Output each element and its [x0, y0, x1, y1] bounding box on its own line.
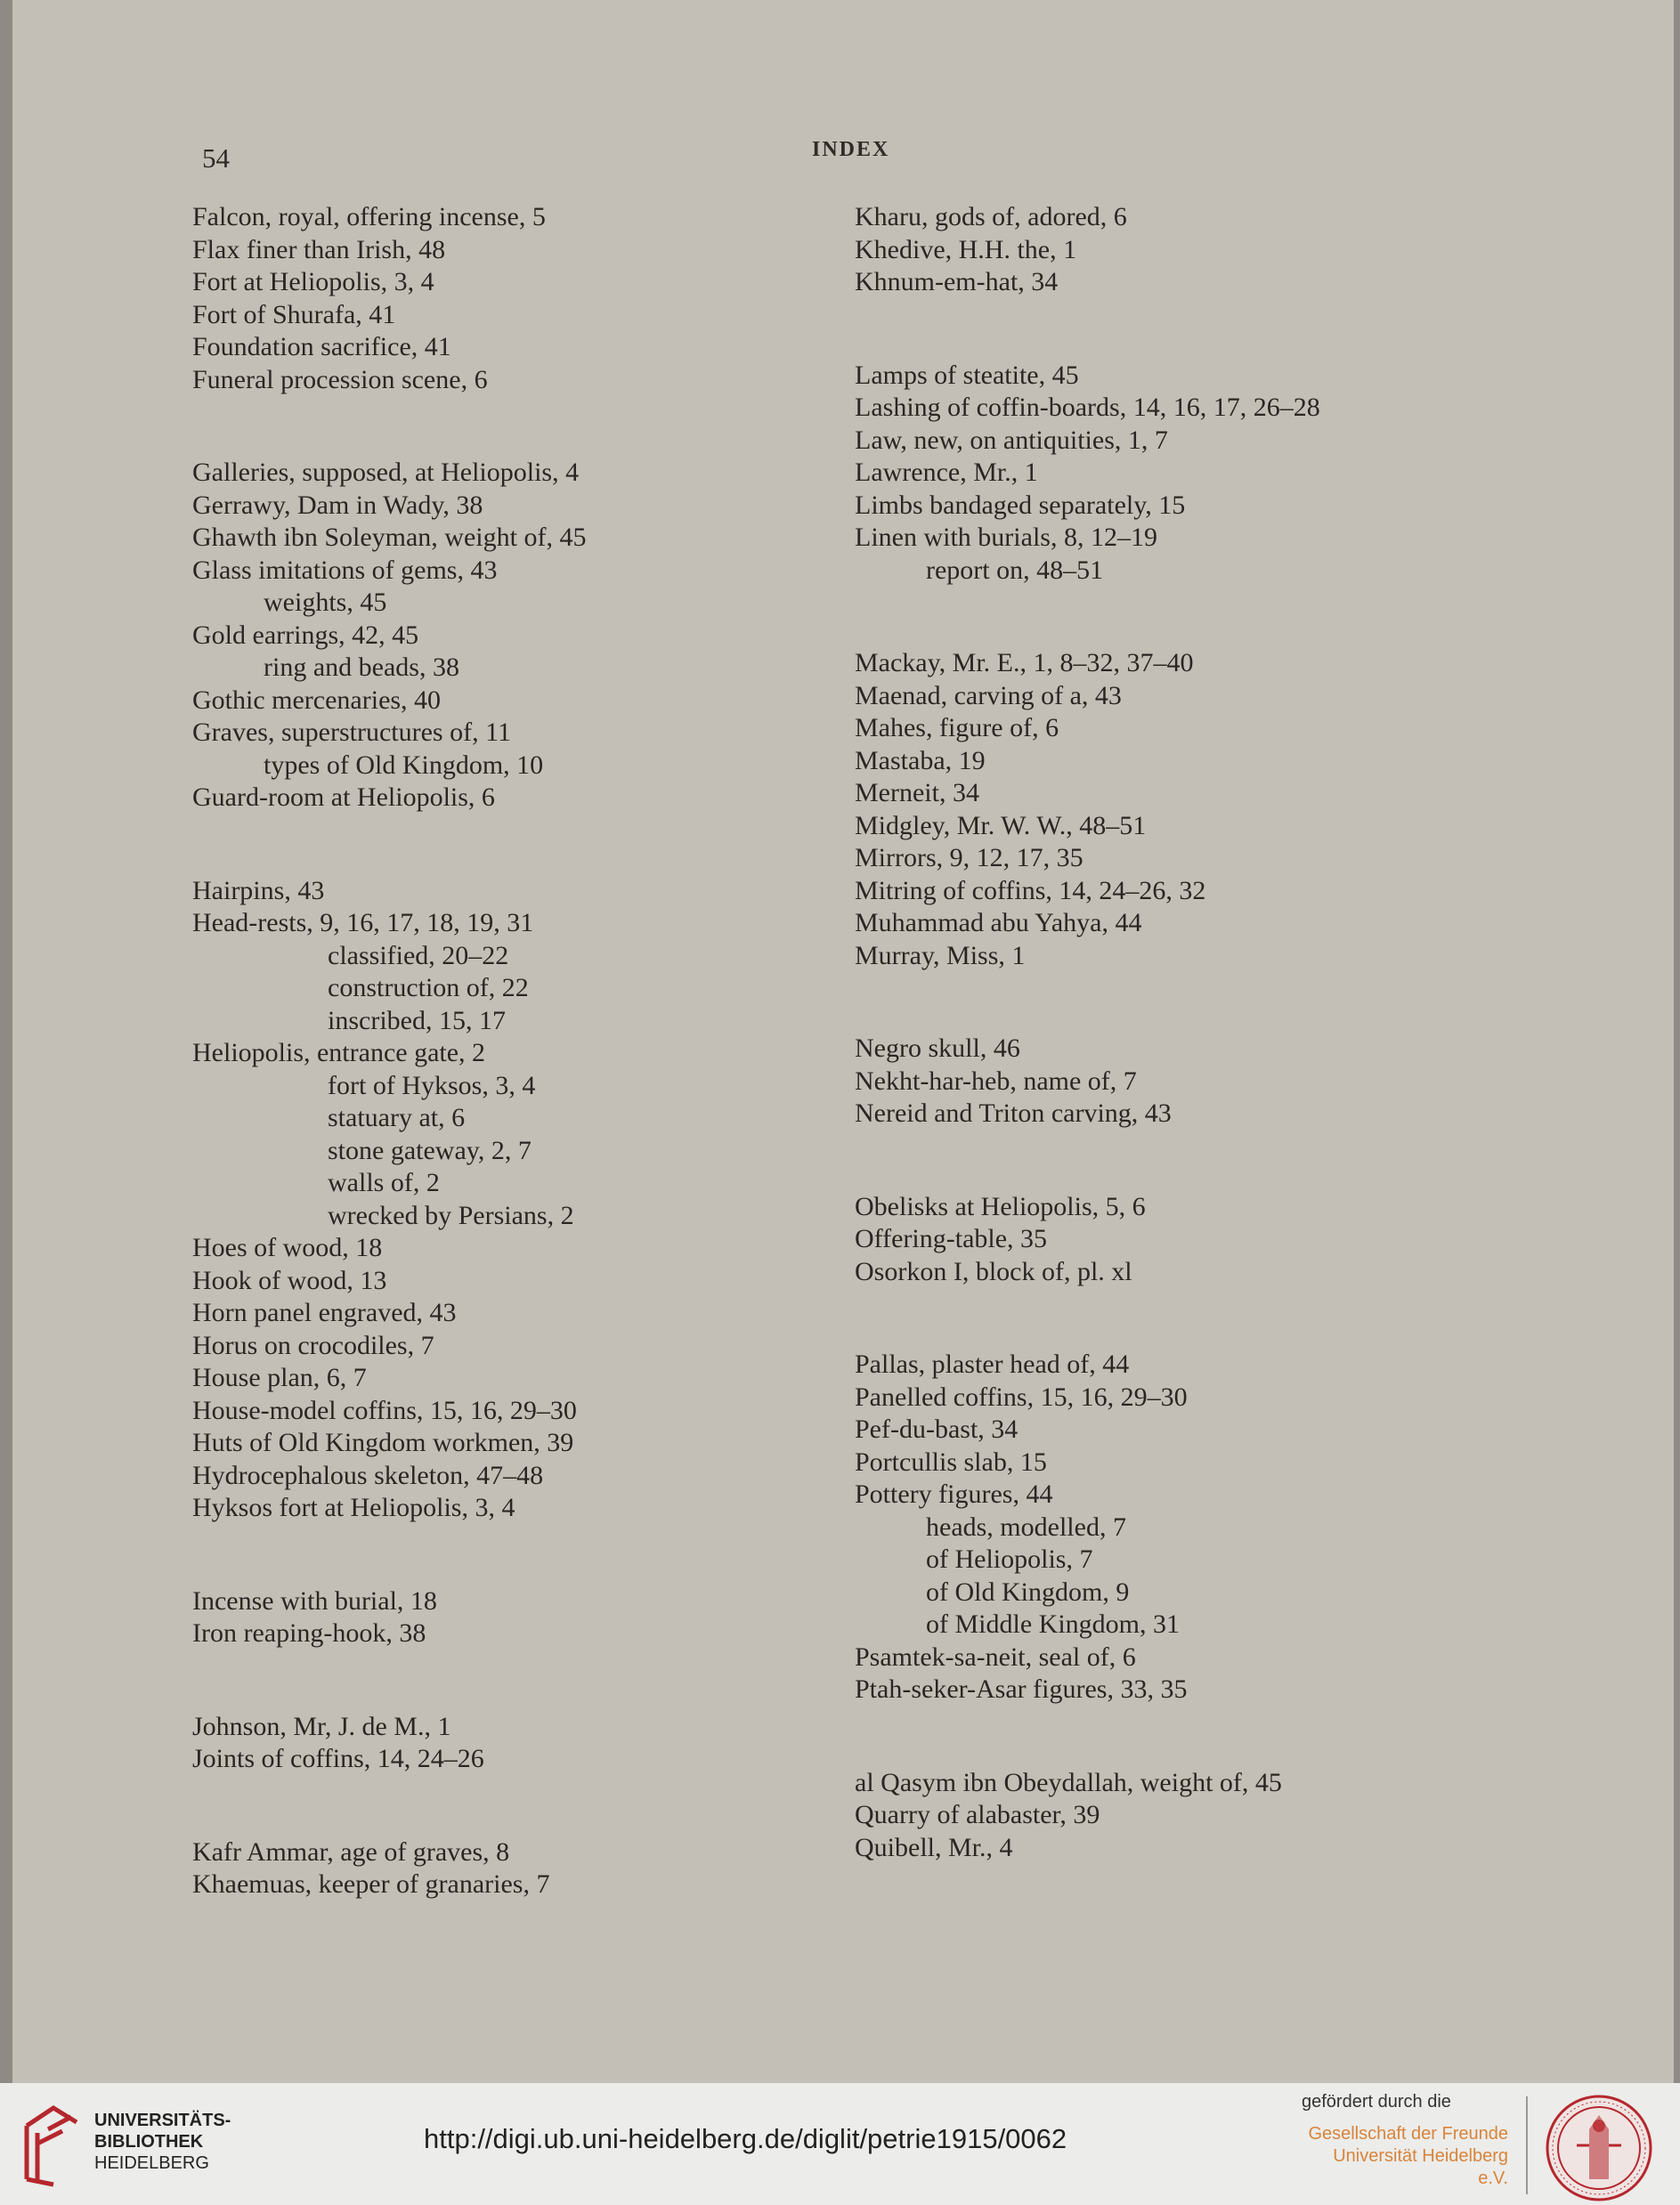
index-entry: Fort at Heliopolis, 3, 4 — [192, 267, 434, 296]
index-entry: Hairpins, 43 — [192, 875, 325, 905]
index-subentry: of Heliopolis, 7 — [926, 1544, 1093, 1574]
society-name-line2: Universität Heidelberg e.V. — [1333, 2146, 1508, 2188]
index-entry: Gerrawy, Dam in Wady, 38 — [192, 490, 483, 520]
index-entry: Panelled coffins, 15, 16, 29–30 — [855, 1382, 1188, 1412]
index-subentry: ring and beads, 38 — [264, 653, 459, 682]
index-entry: Galleries, supposed, at Heliopolis, 4 — [192, 458, 580, 487]
index-entry: Hyksos fort at Heliopolis, 3, 4 — [192, 1493, 515, 1522]
library-name-line2: BIBLIOTHEK — [94, 2132, 204, 2152]
index-entry: Falcon, royal, offering incense, 5 — [192, 202, 546, 231]
section-gap — [855, 1288, 1656, 1349]
index-entry: Psamtek-sa-neit, seal of, 6 — [855, 1642, 1136, 1672]
section-gap — [192, 1776, 816, 1836]
index-entry: Lashing of coffin-boards, 14, 16, 17, 26–28 — [855, 393, 1320, 422]
index-subentry: stone gateway, 2, 7 — [328, 1135, 532, 1165]
index-entry: Nekht-har-heb, name of, 7 — [855, 1066, 1137, 1096]
index-entry: Osorkon I, block of, pl. xl — [855, 1256, 1132, 1286]
index-entry: Kafr Ammar, age of graves, 8 — [192, 1836, 510, 1867]
funded-by-label: gefördert durch die — [1302, 2092, 1451, 2112]
index-entry: Portcullis slab, 15 — [855, 1447, 1047, 1477]
index-entry: Ptah-seker-Asar figures, 33, 35 — [855, 1674, 1188, 1704]
index-entry: Lawrence, Mr., 1 — [855, 458, 1038, 487]
index-entry: Ghawth ibn Soleyman, weight of, 45 — [192, 523, 587, 552]
index-entry: Hydrocephalous skeleton, 47–48 — [192, 1460, 544, 1490]
section-gap — [192, 815, 816, 875]
index-entry: Law, new, on antiquities, 1, 7 — [855, 425, 1168, 455]
index-entry: Quarry of alabaster, 39 — [855, 1800, 1100, 1829]
index-subentry: of Middle Kingdom, 31 — [926, 1609, 1180, 1639]
index-entry: Linen with burials, 8, 12–19 — [855, 523, 1157, 552]
library-name — [94, 2110, 231, 2174]
section-gap — [192, 1650, 816, 1711]
section-gap — [855, 1706, 1656, 1767]
index-entry: Head-rests, 9, 16, 17, 18, 19, 31 — [192, 908, 534, 937]
index-column-left — [192, 201, 816, 1901]
index-entry: Gothic mercenaries, 40 — [192, 685, 442, 715]
index-entry: Graves, superstructures of, 11 — [192, 717, 511, 747]
index-entry: Obelisks at Heliopolis, 5, 6 — [855, 1191, 1146, 1221]
index-entry: Maenad, carving of a, 43 — [855, 680, 1122, 710]
index-entry: Guard-room at Heliopolis, 6 — [192, 782, 495, 812]
index-entry: Fort of Shurafa, 41 — [192, 299, 396, 329]
footer-divider — [1526, 2096, 1528, 2194]
index-entry: Joints of coffins, 14, 24–26 — [192, 1744, 484, 1773]
index-entry: Midgley, Mr. W. W., 48–51 — [855, 810, 1147, 840]
index-entry: Kharu, gods of, adored, 6 — [855, 202, 1127, 231]
page-number: 54 — [202, 142, 230, 174]
index-entry: Gold earrings, 42, 45 — [192, 620, 419, 650]
index-entry: Mirrors, 9, 12, 17, 35 — [855, 843, 1083, 872]
index-entry: Mitring of coffins, 14, 24–26, 32 — [855, 875, 1206, 905]
index-entry: Pef-du-bast, 34 — [855, 1415, 1019, 1444]
library-name-line1: UNIVERSITÄTS- — [94, 2111, 231, 2130]
section-gap — [855, 587, 1656, 647]
index-entry: Quibell, Mr., 4 — [855, 1832, 1013, 1862]
university-library-logo-icon — [18, 2099, 85, 2188]
index-entry: Mastaba, 19 — [855, 745, 986, 775]
section-gap — [855, 1131, 1656, 1191]
index-entry: Nereid and Triton carving, 43 — [855, 1098, 1172, 1128]
index-entry: Heliopolis, entrance gate, 2 — [192, 1038, 486, 1067]
index-entry: Murray, Miss, 1 — [855, 940, 1026, 970]
index-entry: Lamps of steatite, 45 — [855, 360, 1079, 390]
index-subentry: types of Old Kingdom, 10 — [264, 750, 544, 780]
index-subentry: fort of Hyksos, 3, 4 — [328, 1070, 536, 1100]
index-entry: Incense with burial, 18 — [192, 1585, 437, 1616]
index-entry: Huts of Old Kingdom workmen, 39 — [192, 1428, 574, 1457]
index-column-right — [855, 201, 1656, 1864]
index-entry: Khedive, H.H. the, 1 — [855, 234, 1077, 264]
society-name[interactable] — [1302, 2123, 1508, 2190]
section-gap — [192, 1525, 816, 1585]
index-entry: Glass imitations of gems, 43 — [192, 555, 498, 585]
index-entry: Horus on crocodiles, 7 — [192, 1330, 434, 1360]
index-subentry: report on, 48–51 — [926, 555, 1104, 585]
index-entry: Johnson, Mr, J. de M., 1 — [192, 1711, 451, 1741]
index-entry: Pottery figures, 44 — [855, 1479, 1053, 1509]
index-subentry: walls of, 2 — [328, 1168, 440, 1197]
index-subentry: construction of, 22 — [328, 973, 529, 1002]
index-subentry: of Old Kingdom, 9 — [926, 1577, 1130, 1607]
index-subentry: inscribed, 15, 17 — [328, 1005, 506, 1035]
index-entry: Hook of wood, 13 — [192, 1265, 387, 1295]
index-entry: Limbs bandaged separately, 15 — [855, 490, 1186, 520]
index-entry: Negro skull, 46 — [855, 1034, 1020, 1063]
index-entry: Hoes of wood, 18 — [192, 1233, 383, 1262]
index-entry: Mackay, Mr. E., 1, 8–32, 37–40 — [855, 648, 1194, 677]
permalink-url[interactable]: http://digi.ub.uni-heidelberg.de/diglit/petrie1915/0062 — [424, 2123, 1067, 2154]
section-gap — [855, 299, 1656, 360]
index-entry: Khaemuas, keeper of granaries, 7 — [192, 1869, 550, 1899]
index-entry: Muhammad abu Yahya, 44 — [855, 908, 1142, 937]
index-entry: House-model coffins, 15, 16, 29–30 — [192, 1395, 577, 1425]
index-subentry: statuary at, 6 — [328, 1103, 466, 1132]
index-entry: Iron reaping-hook, 38 — [192, 1618, 426, 1648]
index-entry: Funeral procession scene, 6 — [192, 364, 488, 394]
index-entry: Flax finer than Irish, 48 — [192, 234, 446, 264]
index-entry: Offering-table, 35 — [855, 1224, 1048, 1253]
university-seal-icon — [1545, 2094, 1653, 2202]
index-subentry: heads, modelled, 7 — [926, 1512, 1126, 1542]
society-name-line1: Gesellschaft der Freunde — [1308, 2124, 1508, 2144]
page-title: INDEX — [812, 138, 890, 161]
section-gap — [192, 396, 816, 457]
index-entry: Mahes, figure of, 6 — [855, 713, 1059, 742]
index-subentry: weights, 45 — [264, 588, 387, 617]
index-entry: Foundation sacrifice, 41 — [192, 332, 451, 361]
library-name-line3: HEIDELBERG — [94, 2153, 209, 2173]
index-entry: House plan, 6, 7 — [192, 1363, 367, 1392]
index-entry: Khnum-em-hat, 34 — [855, 267, 1059, 296]
index-entry: al Qasym ibn Obeydallah, weight of, 45 — [855, 1767, 1282, 1797]
section-gap — [855, 972, 1656, 1033]
index-entry: Pallas, plaster head of, 44 — [855, 1350, 1130, 1379]
index-entry: Horn panel engraved, 43 — [192, 1298, 457, 1327]
index-subentry: classified, 20–22 — [328, 940, 509, 970]
index-subentry: wrecked by Persians, 2 — [328, 1200, 574, 1230]
index-entry: Merneit, 34 — [855, 778, 979, 807]
